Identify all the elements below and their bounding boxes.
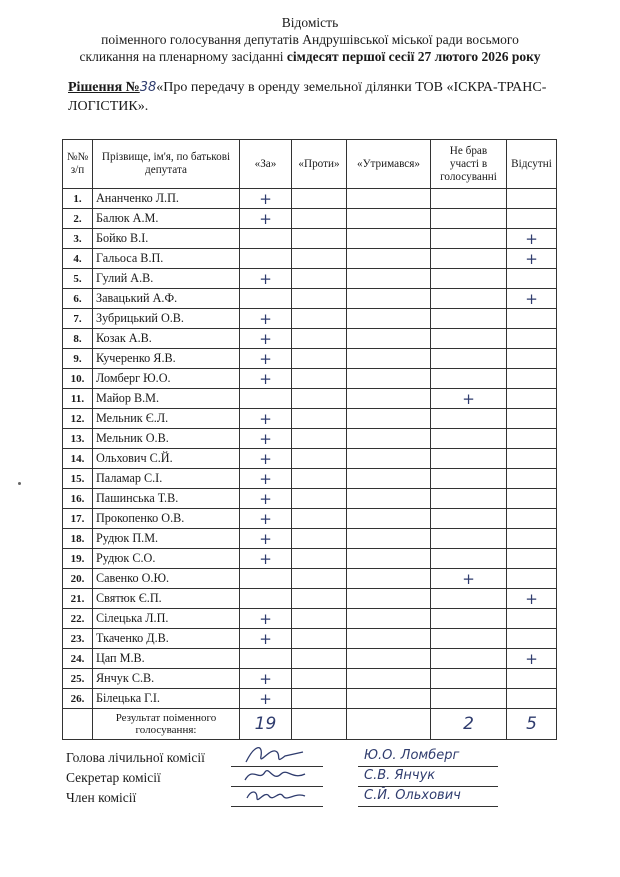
header-abstain: «Утримався»	[347, 140, 431, 189]
vote-cell	[347, 369, 431, 389]
result-against	[292, 709, 347, 740]
document-session-line	[0, 48, 620, 65]
row-number: 26.	[63, 689, 93, 709]
signature-role: Секретар комісії	[66, 770, 161, 785]
vote-cell	[292, 469, 347, 489]
vote-cell	[507, 189, 557, 209]
table-row	[63, 389, 557, 409]
vote-cell	[431, 529, 507, 549]
vote-cell	[507, 689, 557, 709]
row-number: 2.	[63, 209, 93, 229]
deputy-name: Савенко О.Ю.	[93, 569, 240, 589]
deputy-name: Завацький А.Ф.	[93, 289, 240, 309]
vote-cell	[507, 669, 557, 689]
deputy-name: Рудюк С.О.	[93, 549, 240, 569]
vote-cell	[507, 549, 557, 569]
deputy-name: Мельник О.В.	[93, 429, 240, 449]
vote-cell	[431, 229, 507, 249]
vote-cell	[431, 369, 507, 389]
vote-mark: +	[240, 449, 292, 469]
row-number: 21.	[63, 589, 93, 609]
deputy-name: Бойко В.І.	[93, 229, 240, 249]
table-header-row	[63, 140, 557, 189]
vote-mark: +	[240, 269, 292, 289]
vote-mark: +	[240, 609, 292, 629]
table-row	[63, 609, 557, 629]
vote-cell	[347, 309, 431, 329]
deputy-name: Майор В.М.	[93, 389, 240, 409]
table-row	[63, 629, 557, 649]
vote-cell	[507, 569, 557, 589]
row-number: 3.	[63, 229, 93, 249]
table-row	[63, 449, 557, 469]
vote-cell	[292, 509, 347, 529]
table-row	[63, 509, 557, 529]
table-row	[63, 329, 557, 349]
header-absent: Відсутні	[507, 140, 557, 189]
vote-mark: +	[240, 669, 292, 689]
vote-cell	[347, 209, 431, 229]
row-number: 7.	[63, 309, 93, 329]
vote-cell	[240, 649, 292, 669]
row-number: 23.	[63, 629, 93, 649]
result-absent: 5	[507, 709, 557, 740]
vote-cell	[347, 269, 431, 289]
vote-cell	[431, 629, 507, 649]
table-row	[63, 209, 557, 229]
deputy-name: Зубрицький О.В.	[93, 309, 240, 329]
vote-cell	[431, 549, 507, 569]
vote-mark: +	[240, 529, 292, 549]
document-subtitle: поіменного голосування депутатів Андрушівської міської ради восьмого	[101, 32, 519, 47]
table-row	[63, 469, 557, 489]
deputy-name: Ломберг Ю.О.	[93, 369, 240, 389]
header-name: Прізвище, ім'я, по батькові депутата	[93, 140, 240, 189]
table-row	[63, 369, 557, 389]
signature-chair	[66, 750, 586, 770]
vote-cell	[292, 209, 347, 229]
vote-mark: +	[240, 689, 292, 709]
vote-cell	[507, 449, 557, 469]
vote-cell	[431, 429, 507, 449]
result-not-voted: 2	[431, 709, 507, 740]
vote-cell	[507, 629, 557, 649]
table-row	[63, 349, 557, 369]
vote-cell	[431, 269, 507, 289]
vote-cell	[292, 429, 347, 449]
table-row	[63, 549, 557, 569]
vote-cell	[292, 609, 347, 629]
vote-cell	[240, 289, 292, 309]
table-row	[63, 229, 557, 249]
vote-cell	[292, 349, 347, 369]
vote-cell	[292, 329, 347, 349]
vote-cell	[507, 609, 557, 629]
decision-title	[68, 78, 588, 116]
vote-mark: +	[240, 509, 292, 529]
vote-mark: +	[431, 389, 507, 409]
row-number: 14.	[63, 449, 93, 469]
vote-cell	[347, 609, 431, 629]
vote-cell	[347, 689, 431, 709]
table-row	[63, 489, 557, 509]
row-number: 12.	[63, 409, 93, 429]
vote-cell	[292, 369, 347, 389]
vote-cell	[347, 489, 431, 509]
vote-cell	[292, 569, 347, 589]
vote-cell	[347, 669, 431, 689]
vote-cell	[292, 669, 347, 689]
vote-cell	[240, 229, 292, 249]
row-number: 5.	[63, 269, 93, 289]
vote-cell	[347, 649, 431, 669]
vote-cell	[507, 469, 557, 489]
handwritten-signature	[241, 782, 311, 808]
deputy-name: Паламар С.І.	[93, 469, 240, 489]
table-row	[63, 409, 557, 429]
table-row	[63, 529, 557, 549]
vote-cell	[240, 569, 292, 589]
vote-mark: +	[240, 349, 292, 369]
vote-cell	[292, 689, 347, 709]
vote-mark: +	[240, 429, 292, 449]
vote-cell	[507, 509, 557, 529]
vote-cell	[431, 609, 507, 629]
vote-cell	[431, 329, 507, 349]
row-number: 9.	[63, 349, 93, 369]
vote-cell	[431, 189, 507, 209]
deputy-name: Мельник Є.Л.	[93, 409, 240, 429]
row-number: 1.	[63, 189, 93, 209]
vote-cell	[347, 289, 431, 309]
vote-mark: +	[240, 549, 292, 569]
deputy-name: Козак А.В.	[93, 329, 240, 349]
table-row	[63, 569, 557, 589]
result-row	[63, 709, 557, 740]
result-label: Результат поіменного голосування:	[93, 709, 240, 740]
vote-cell	[507, 209, 557, 229]
vote-cell	[347, 629, 431, 649]
vote-mark: +	[240, 329, 292, 349]
header-against: «Проти»	[292, 140, 347, 189]
row-number: 20.	[63, 569, 93, 589]
voting-table	[62, 139, 557, 740]
row-number: 15.	[63, 469, 93, 489]
vote-cell	[347, 509, 431, 529]
table-row	[63, 589, 557, 609]
vote-cell	[292, 229, 347, 249]
vote-cell	[292, 489, 347, 509]
signature-secretary	[66, 770, 586, 790]
vote-cell	[240, 589, 292, 609]
table-row	[63, 669, 557, 689]
deputy-name: Рудюк П.М.	[93, 529, 240, 549]
table-row	[63, 249, 557, 269]
vote-mark: +	[240, 629, 292, 649]
vote-cell	[431, 309, 507, 329]
deputy-name: Ананченко Л.П.	[93, 189, 240, 209]
deputy-name: Кучеренко Я.В.	[93, 349, 240, 369]
signature-block	[66, 750, 586, 810]
vote-cell	[431, 449, 507, 469]
vote-cell	[292, 389, 347, 409]
vote-mark: +	[507, 229, 557, 249]
vote-mark: +	[431, 569, 507, 589]
document-title: Відомість	[281, 15, 339, 30]
deputy-name: Янчук С.В.	[93, 669, 240, 689]
vote-cell	[507, 489, 557, 509]
vote-cell	[507, 409, 557, 429]
row-number: 8.	[63, 329, 93, 349]
signature-name: С.В. Янчук	[364, 768, 436, 783]
result-abstain	[347, 709, 431, 740]
vote-mark: +	[240, 309, 292, 329]
vote-cell	[347, 449, 431, 469]
session-line-plain: скликання на пленарному засіданні	[79, 49, 287, 64]
vote-cell	[347, 569, 431, 589]
vote-cell	[431, 669, 507, 689]
vote-cell	[347, 409, 431, 429]
deputy-name: Цап М.В.	[93, 649, 240, 669]
vote-mark: +	[240, 409, 292, 429]
header-number: №№ з/п	[63, 140, 93, 189]
vote-cell	[507, 389, 557, 409]
vote-cell	[292, 269, 347, 289]
vote-cell	[292, 289, 347, 309]
vote-cell	[507, 369, 557, 389]
row-number: 18.	[63, 529, 93, 549]
row-number: 19.	[63, 549, 93, 569]
vote-cell	[347, 229, 431, 249]
vote-cell	[431, 689, 507, 709]
vote-cell	[292, 549, 347, 569]
vote-cell	[431, 249, 507, 269]
table-row	[63, 689, 557, 709]
vote-cell	[431, 649, 507, 669]
table-row	[63, 309, 557, 329]
deputy-name: Гулий А.В.	[93, 269, 240, 289]
result-for: 19	[240, 709, 292, 740]
vote-mark: +	[240, 369, 292, 389]
vote-cell	[347, 429, 431, 449]
vote-mark: +	[507, 589, 557, 609]
table-row	[63, 189, 557, 209]
deputy-name: Гальоса В.П.	[93, 249, 240, 269]
vote-cell	[347, 589, 431, 609]
vote-cell	[240, 389, 292, 409]
deputy-name: Балюк А.М.	[93, 209, 240, 229]
vote-cell	[347, 549, 431, 569]
vote-cell	[347, 249, 431, 269]
vote-mark: +	[240, 209, 292, 229]
vote-cell	[347, 189, 431, 209]
session-line-bold: сімдесят першої сесії 27 лютого 2026 року	[286, 49, 541, 64]
row-number: 22.	[63, 609, 93, 629]
vote-cell	[431, 209, 507, 229]
deputy-name: Білецька Г.І.	[93, 689, 240, 709]
deputy-name: Пашинська Т.В.	[93, 489, 240, 509]
vote-cell	[292, 449, 347, 469]
vote-cell	[431, 489, 507, 509]
vote-cell	[292, 629, 347, 649]
vote-cell	[347, 389, 431, 409]
vote-mark: +	[240, 189, 292, 209]
vote-cell	[507, 349, 557, 369]
vote-cell	[292, 649, 347, 669]
vote-cell	[240, 249, 292, 269]
signature-role: Член комісії	[66, 790, 137, 805]
row-number: 17.	[63, 509, 93, 529]
deputy-name: Сілецька Л.П.	[93, 609, 240, 629]
row-number: 16.	[63, 489, 93, 509]
deputy-name: Ткаченко Д.В.	[93, 629, 240, 649]
vote-cell	[431, 409, 507, 429]
row-number: 10.	[63, 369, 93, 389]
table-row	[63, 429, 557, 449]
vote-cell	[292, 589, 347, 609]
row-number: 6.	[63, 289, 93, 309]
table-row	[63, 649, 557, 669]
vote-cell	[347, 329, 431, 349]
vote-cell	[292, 529, 347, 549]
header-for: «За»	[240, 140, 292, 189]
vote-mark: +	[240, 469, 292, 489]
signature-name: С.Й. Ольхович	[364, 788, 461, 803]
signature-member	[66, 790, 586, 810]
table-row	[63, 269, 557, 289]
table-row	[63, 289, 557, 309]
vote-cell	[292, 249, 347, 269]
header-not-voted: Не брав участі в голосуванні	[431, 140, 507, 189]
vote-cell	[507, 529, 557, 549]
vote-cell	[431, 509, 507, 529]
signature-role: Голова лічильної комісії	[66, 750, 205, 765]
row-number: 13.	[63, 429, 93, 449]
vote-cell	[347, 529, 431, 549]
row-number: 4.	[63, 249, 93, 269]
deputy-name: Святюк Є.П.	[93, 589, 240, 609]
deputy-name: Ольхович С.Й.	[93, 449, 240, 469]
vote-mark: +	[507, 289, 557, 309]
vote-cell	[507, 269, 557, 289]
vote-cell	[347, 349, 431, 369]
row-number: 11.	[63, 389, 93, 409]
signature-name: Ю.О. Ломберг	[364, 748, 460, 763]
vote-cell	[347, 469, 431, 489]
row-number: 25.	[63, 669, 93, 689]
vote-mark: +	[507, 649, 557, 669]
decision-label: Рішення №	[68, 80, 140, 95]
row-number: 24.	[63, 649, 93, 669]
vote-cell	[507, 329, 557, 349]
vote-cell	[431, 589, 507, 609]
vote-cell	[507, 429, 557, 449]
deputy-name: Прокопенко О.В.	[93, 509, 240, 529]
vote-cell	[292, 189, 347, 209]
vote-mark: +	[507, 249, 557, 269]
vote-cell	[292, 309, 347, 329]
vote-cell	[507, 309, 557, 329]
decision-number: 38	[139, 80, 157, 95]
vote-cell	[292, 409, 347, 429]
decision-text: «Про передачу в оренду земельної ділянки ТОВ «ІСКРА-ТРАНС-ЛОГІСТИК».	[68, 80, 547, 114]
vote-cell	[431, 469, 507, 489]
vote-cell	[431, 289, 507, 309]
vote-mark: +	[240, 489, 292, 509]
vote-cell	[431, 349, 507, 369]
